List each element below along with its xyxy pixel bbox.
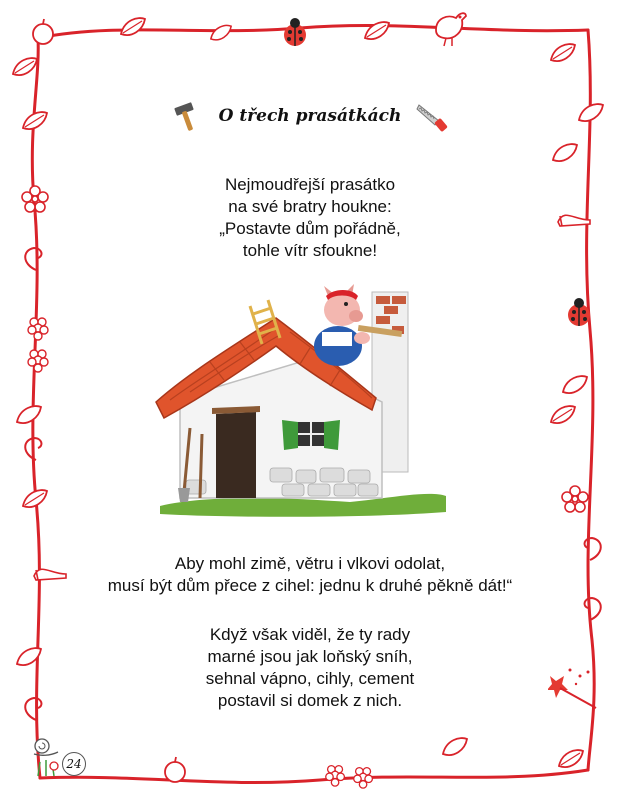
leaf-icon — [548, 402, 578, 428]
verse-line: tohle vítr sfoukne! — [242, 241, 378, 260]
verse-line: musí být dům přece z cihel: jednu k druhé pěkně dát!“ — [107, 576, 513, 595]
verse-line: postavil si domek z nich. — [217, 691, 403, 710]
leaf-icon — [118, 14, 148, 40]
leaf-icon — [208, 22, 234, 44]
house-illustration — [150, 262, 450, 524]
raspberry-icon — [24, 342, 54, 376]
leaf-icon — [10, 54, 40, 80]
leaf-icon — [14, 402, 44, 428]
saw-icon — [415, 99, 449, 133]
apple-icon — [162, 756, 188, 784]
ladybug-icon — [564, 296, 594, 328]
leaf-icon — [20, 486, 50, 512]
raspberry-icon — [350, 760, 378, 792]
verse-line: na své bratry houkne: — [228, 197, 392, 216]
verse-line: Nejmoudřejší prasátko — [224, 175, 396, 194]
leaf-icon — [560, 372, 590, 398]
verse-line: marné jsou jak loňský sníh, — [207, 647, 413, 666]
verse-line: Aby mohl zimě, větru i vlkovi odolat, — [174, 554, 446, 573]
ladybug-icon — [280, 16, 310, 48]
title-row — [0, 96, 620, 136]
page-title: O třech prasátkách — [218, 106, 402, 126]
leaf-icon — [362, 18, 392, 44]
hammer-icon — [171, 99, 205, 133]
stanza-2 — [0, 553, 620, 597]
verse-line: „Postavte dům pořádně, — [219, 219, 401, 238]
verse-line: sehnal vápno, cihly, cement — [205, 669, 415, 688]
stanza-3 — [0, 624, 620, 712]
page-number: 24 — [62, 752, 86, 776]
verse-line: Když však viděl, že ty rady — [209, 625, 411, 644]
raspberry-icon — [322, 758, 350, 790]
stanza-1 — [0, 174, 620, 262]
snail-icon — [30, 732, 64, 778]
leaf-icon — [556, 746, 586, 772]
leaf-icon — [440, 734, 470, 760]
leaf-icon — [548, 40, 578, 66]
flower-icon — [560, 484, 590, 514]
raspberry-icon — [24, 310, 54, 344]
apple-icon — [30, 18, 56, 46]
bird-icon — [430, 4, 470, 48]
leaf-icon — [550, 140, 580, 166]
